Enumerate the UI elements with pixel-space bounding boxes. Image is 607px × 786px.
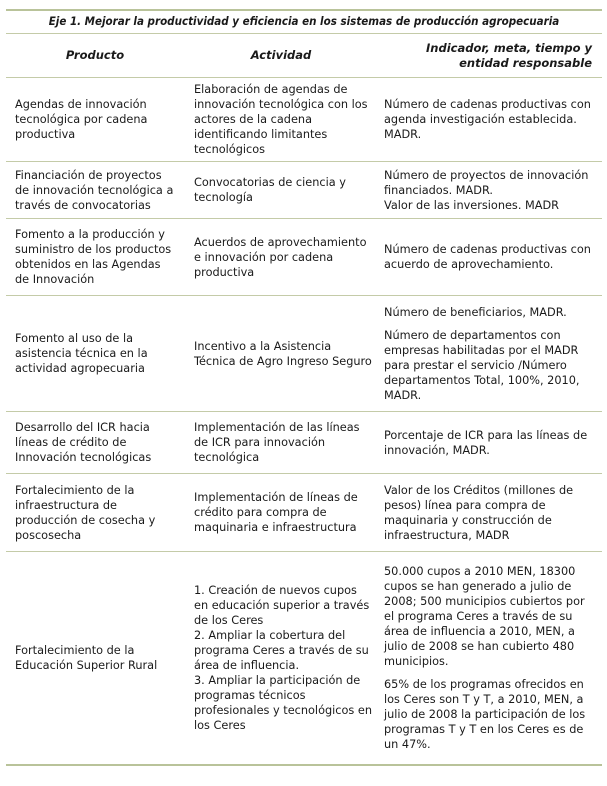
cell-indicador xyxy=(378,296,602,412)
table-caption: Eje 1. Mejorar la productividad y eficiencia en los sistemas de producción agropecuaria xyxy=(48,14,560,28)
cell-indicador xyxy=(378,412,602,474)
cell-indicador xyxy=(378,78,602,162)
cell-producto: Fomento a la producción y suministro de los productos obtenidos en las Agendas de Innovación xyxy=(6,219,184,296)
cell-indicador xyxy=(378,162,602,219)
cell-producto: Agendas de innovación tecnológica por cadena productiva xyxy=(6,78,184,162)
cell-actividad xyxy=(184,552,378,765)
cell-producto: Fortalecimiento de la infraestructura de producción de cosecha y poscosecha xyxy=(6,474,184,552)
table-row xyxy=(6,78,602,162)
cell-actividad: Implementación de líneas de crédito para compra de maquinaria e infraestructura xyxy=(184,474,378,552)
cell-actividad: Acuerdos de aprovechamiento e innovación por cadena productiva xyxy=(184,219,378,296)
data-table xyxy=(6,33,602,766)
cell-producto: Fortalecimiento de la Educación Superior Rural xyxy=(6,552,184,765)
cell-actividad: Elaboración de agendas de innovación tecnológica con los actores de la cadena identificando limitantes tecnológicos xyxy=(184,78,378,162)
indicador-line: Número de beneficiarios, MADR. xyxy=(384,305,567,319)
indicador-line: Valor de los Créditos (millones de pesos) línea para compra de maquinaria y construcción de infraestructura, MADR xyxy=(384,483,574,542)
indicador-line: Número de proyectos de innovación financiados. MADR. xyxy=(384,168,589,197)
actividad-line: 2. Ampliar la cobertura del programa Ceres a través de su área de influencia. xyxy=(194,628,369,672)
indicador-line: Número de cadenas productivas con acuerdo de aprovechamiento. xyxy=(384,243,591,271)
table-row xyxy=(6,552,602,765)
cell-indicador xyxy=(378,552,602,765)
indicador-line: 50.000 cupos a 2010 MEN, 18300 cupos se han generado a julio de 2008; 500 municipios cubiertos por el programa Ceres a través de su área de influencia a 2010, MEN, a julio de 2008 se han cubierto 480 municipios. xyxy=(384,564,585,668)
cell-actividad: Incentivo a la Asistencia Técnica de Agro Ingreso Seguro xyxy=(184,296,378,412)
header-producto: Producto xyxy=(6,34,184,78)
indicador-line: Valor de las inversiones. MADR xyxy=(384,198,560,212)
cell-producto: Fomento al uso de la asistencia técnica en la actividad agropecuaria xyxy=(6,296,184,412)
indicador-line: 65% de los programas ofrecidos en los Ceres son T y T, a 2010, MEN, a julio de 2008 la participación de los programas T y T en los Ceres es de un 47%. xyxy=(384,677,586,751)
table-row xyxy=(6,296,602,412)
cell-indicador xyxy=(378,474,602,552)
table-row xyxy=(6,474,602,552)
table-row xyxy=(6,219,602,296)
indicador-line: Número de departamentos con empresas habilitadas por el MADR para prestar el servicio /Número departamentos Total, 100%, 2010, MADR. xyxy=(384,328,580,402)
indicador-line: Número de cadenas productivas con agenda investigación establecida. xyxy=(384,98,591,126)
cell-actividad: Convocatorias de ciencia y tecnología xyxy=(184,162,378,219)
indicador-line: Porcentaje de ICR para las líneas de innovación, MADR. xyxy=(384,428,588,457)
indicador-line: MADR. xyxy=(384,128,422,141)
header-actividad: Actividad xyxy=(184,34,378,78)
table-row xyxy=(6,412,602,474)
cell-indicador xyxy=(378,219,602,296)
header-row xyxy=(6,34,602,78)
actividad-line: 1. Creación de nuevos cupos en educación superior a través de los Ceres xyxy=(194,583,370,627)
table-row xyxy=(6,162,602,219)
cell-producto: Financiación de proyectos de innovación tecnológica a través de convocatorias xyxy=(6,162,184,219)
cell-actividad: Implementación de las líneas de ICR para innovación tecnológica xyxy=(184,412,378,474)
header-indicador: Indicador, meta, tiempo y entidad responsable xyxy=(378,34,602,78)
table-container xyxy=(6,9,602,766)
actividad-line: 3. Ampliar la participación de programas técnicos profesionales y tecnológicos en los Ceres xyxy=(194,673,372,732)
cell-producto: Desarrollo del ICR hacia líneas de crédito de Innovación tecnológicas xyxy=(6,412,184,474)
